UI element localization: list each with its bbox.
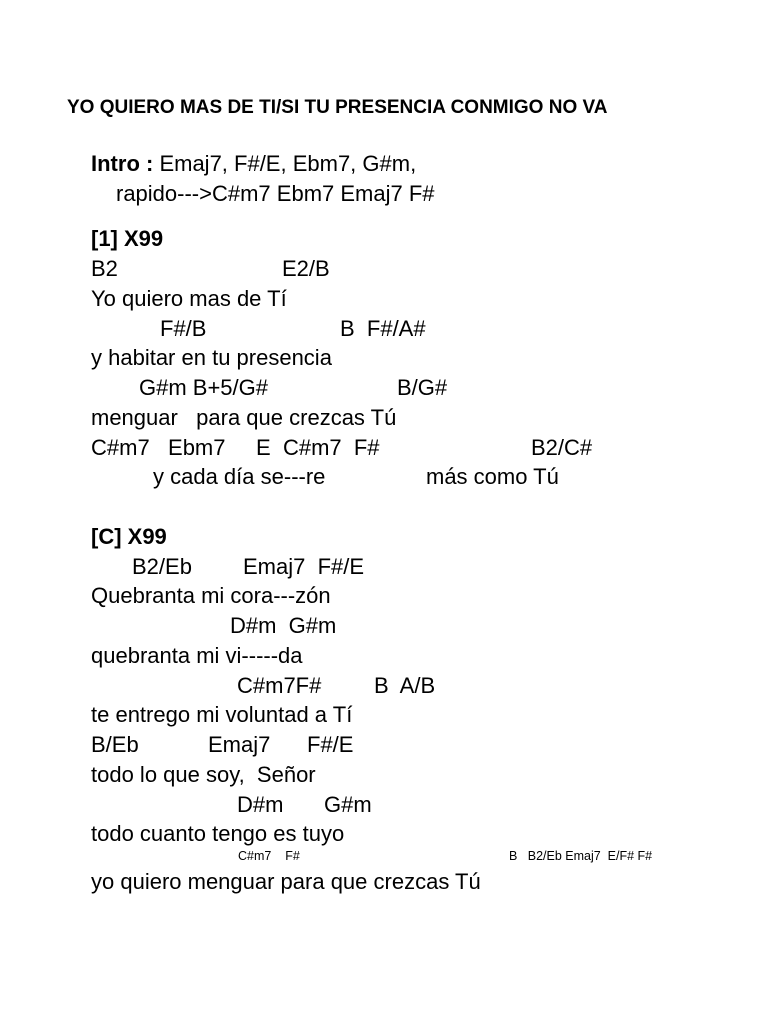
chord-text: D#m	[237, 792, 284, 817]
chord-text: B/Eb	[91, 732, 139, 757]
chord-text: C#m7 Ebm7 E C#m7 F#	[91, 435, 380, 460]
lyric-line: más como Tú	[426, 464, 559, 489]
chord-text-small: C#m7 F#	[238, 849, 300, 863]
lyric-line: Quebranta mi cora---zón	[91, 583, 331, 608]
chord-text: C#m7F#	[237, 673, 322, 698]
chord-text: Emaj7	[208, 732, 271, 757]
chord-text: B/G#	[397, 375, 448, 400]
intro-line	[91, 151, 416, 177]
chord-text: G#m B+5/G#	[139, 375, 269, 400]
lyric-line: y habitar en tu presencia	[91, 345, 332, 370]
section-1-header: [1] X99	[91, 226, 164, 251]
chord-text: B2	[91, 256, 118, 281]
chord-text: B2/C#	[531, 435, 593, 460]
chord-text: F#/E	[307, 732, 354, 757]
chord-text: B F#/A#	[340, 316, 426, 341]
lyric-line: menguar para que crezcas Tú	[91, 405, 397, 430]
intro-line-2: rapido--->C#m7 Ebm7 Emaj7 F#	[116, 181, 435, 206]
song-title: YO QUIERO MAS DE TI/SI TU PRESENCIA CONMIGO NO VA	[67, 97, 608, 118]
lyric-line: quebranta mi vi-----da	[91, 643, 303, 668]
lyric-line: y cada día se---re	[153, 464, 326, 489]
chord-text: F#/B	[160, 316, 207, 341]
intro-chords: Emaj7, F#/E, Ebm7, G#m,	[153, 151, 417, 176]
lyric-line: todo lo que soy, Señor	[91, 762, 316, 787]
chord-text: B2/Eb	[132, 554, 192, 579]
chord-text-small: B B2/Eb Emaj7 E/F# F#	[509, 849, 653, 863]
lyric-line: te entrego mi voluntad a Tí	[91, 702, 353, 727]
chord-text: B A/B	[374, 673, 436, 698]
section-c-header: [C] X99	[91, 524, 167, 549]
intro-label: Intro :	[91, 151, 154, 176]
chord-text: Emaj7 F#/E	[243, 554, 365, 579]
chord-text: D#m G#m	[230, 613, 337, 638]
chord-text: G#m	[324, 792, 372, 817]
lyric-line: Yo quiero mas de Tí	[91, 286, 287, 311]
chord-text: E2/B	[282, 256, 330, 281]
lyric-line: todo cuanto tengo es tuyo	[91, 821, 345, 846]
lyric-line: yo quiero menguar para que crezcas Tú	[91, 869, 481, 894]
